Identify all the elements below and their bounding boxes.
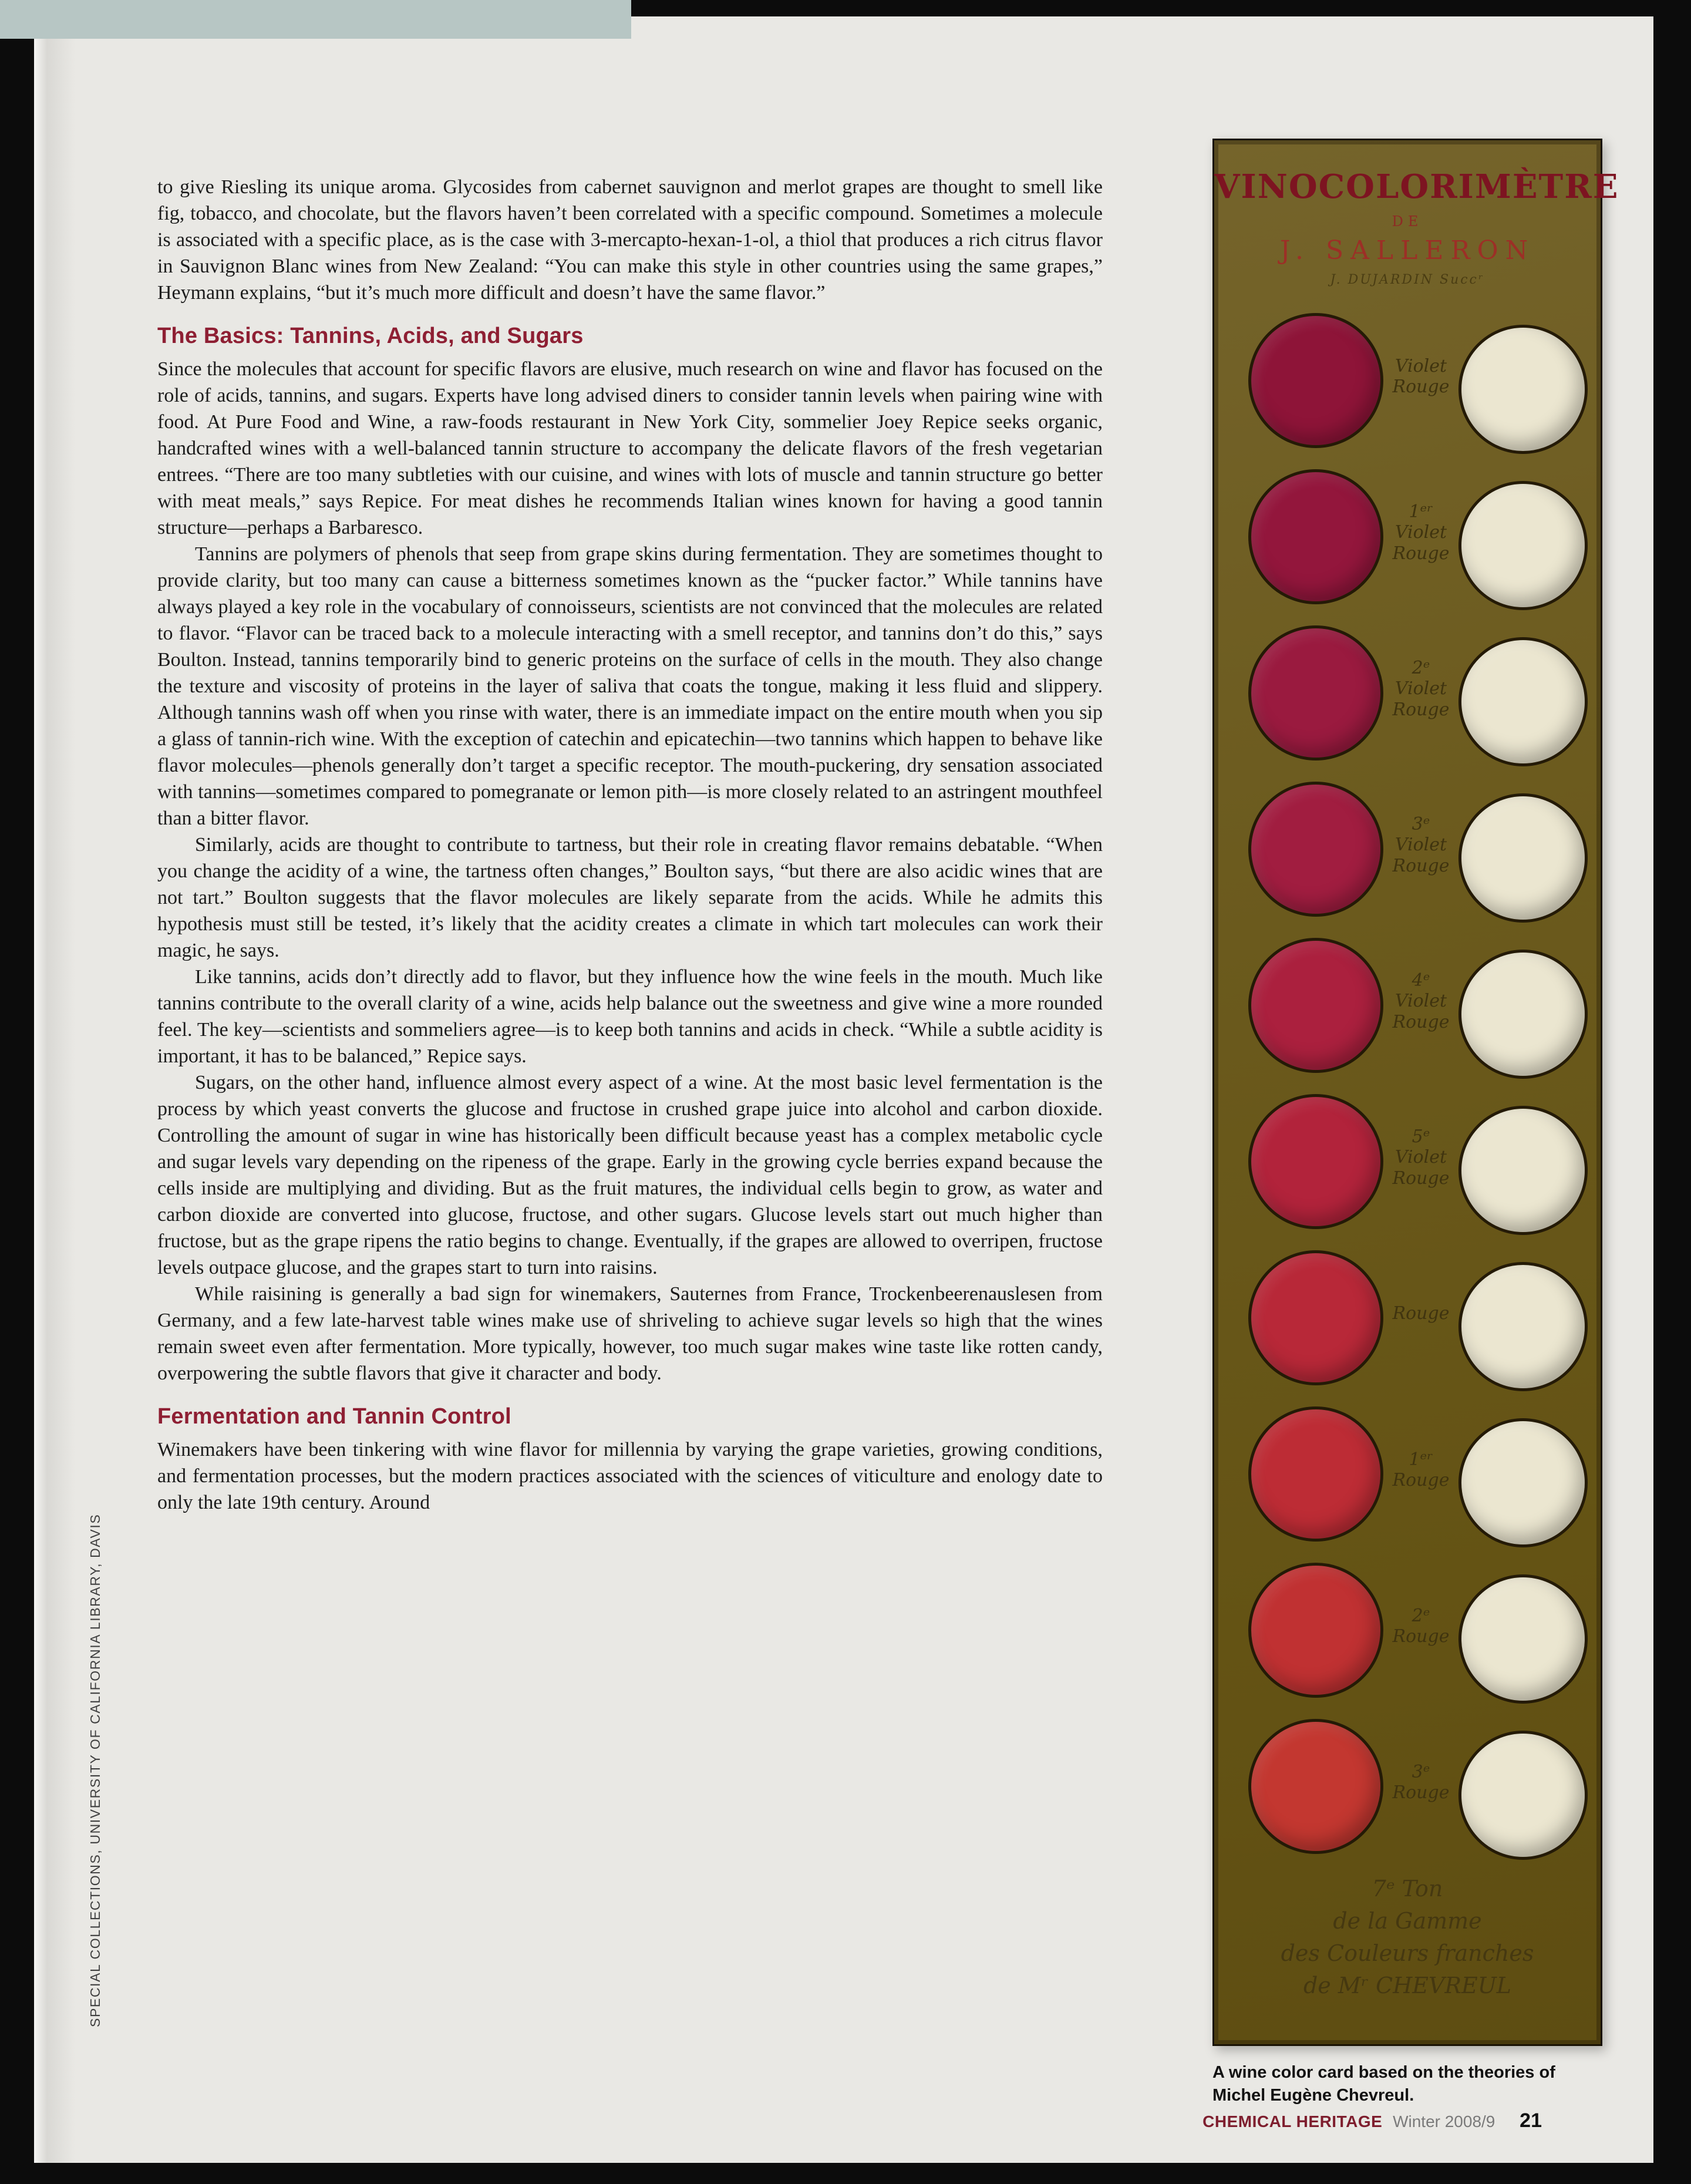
paragraph: Like tannins, acids don’t directly add to flavor, but they influence how the wine feels in the mouth. Much like tannins contribute to the overall clarity of a wine, acids help balance out the sweetness and give wine a more rounded feel. The key—scientists and sommeliers agree—is to keep both tannins and acids in check. “While a subtle acidity is important, it has to be balanced,” Repice says. bbox=[157, 966, 1103, 1067]
card-footer-line: de la Gamme bbox=[1333, 1908, 1482, 1934]
paragraph: Sugars, on the other hand, influence almost every aspect of a wine. At the most basic level fermentation is the process by which yeast converts the glucose and fructose in crushed grape juice into alcohol and carbon dioxide. Controlling the amount of sugar in wine has historically been difficult because yeast has a complex metabolic cycle and sugar levels vary depending on the ripeness of the grape. Early in the growing cycle berries expand because the cells inside are multiplying and dividing. But as the fruit matures, the individual cells begin to grow, as water and carbon dioxide are converted into glucose, fructose, and other sugars. Glucose levels start out much higher than fructose, but as the grape ripens the ratio begins to change. Eventually, if the grapes are allowed to overripen, fructose levels outpace glucose, and the grapes start to turn into raisins. bbox=[157, 1072, 1103, 1278]
reference-color-swatch bbox=[1458, 793, 1588, 923]
article-body bbox=[157, 174, 1103, 1516]
swatch-label: 4ᵉ Violet Rouge bbox=[1392, 970, 1450, 1032]
swatch-label: Rouge bbox=[1392, 1303, 1450, 1324]
journal-name: CHEMICAL HERITAGE bbox=[1202, 2112, 1383, 2131]
scan-edge-strip bbox=[0, 0, 631, 39]
card-successor-line: J. DUJARDIN Succʳ bbox=[1330, 272, 1485, 287]
photo-credit: SPECIAL COLLECTIONS, UNIVERSITY OF CALIFORNIA LIBRARY, DAVIS bbox=[87, 1513, 103, 2027]
page-footer bbox=[1202, 2109, 1542, 2132]
color-swatch-row bbox=[1214, 1083, 1601, 1240]
wine-color-swatch bbox=[1248, 1719, 1383, 1854]
color-swatch-row bbox=[1214, 1240, 1601, 1396]
paper bbox=[34, 16, 1653, 2163]
wine-color-swatch bbox=[1248, 1406, 1383, 1542]
reference-color-swatch bbox=[1458, 1731, 1588, 1860]
figure-caption: A wine color card based on the theories of Michel Eugène Chevreul. bbox=[1212, 2063, 1555, 2105]
wine-color-swatch bbox=[1248, 1250, 1383, 1385]
section-heading: Fermentation and Tannin Control bbox=[157, 1404, 511, 1429]
swatch-label: 3ᵉ Rouge bbox=[1392, 1761, 1450, 1803]
paragraph: Tannins are polymers of phenols that seep from grape skins during fermentation. They are sometimes thought to provide clarity, but too many can cause a bitterness sometimes known as the “pucker factor.” While tannins have always played a key role in the vocabulary of connoisseurs, scientists are not convinced that the molecules are related to flavor. “Flavor can be traced back to a molecule interacting with a smell receptor, and tannins don’t do this,” says Boulton. Instead, tannins temporarily bind to generic proteins on the surface of cells in the mouth. They also change the texture and viscosity of proteins in the layer of saliva that coats the tongue, making it less fluid and slippery. Although tannins wash off when you rinse with water, there is an immediate impact on the entire mouth when you sip a glass of tannin-rich wine. With the exception of catechin and epicatechin—two tannins which happen to behave like flavor molecules—phenols generally don’t target a specific receptor. The mouth-puckering, dry sensation associated with tannins—sometimes compared to pomegranate or lemon pith—is more closely related to an astringent mouthfeel than a bitter flavor. bbox=[157, 543, 1103, 829]
reference-color-swatch bbox=[1458, 1262, 1588, 1391]
paragraph: Winemakers have been tinkering with wine flavor for millennia by varying the grape varieties, growing conditions, and fermentation processes, but the modern practices associated with the sciences of viticulture and enology date to only the late 19th century. Around bbox=[157, 1439, 1103, 1513]
swatch-label: Violet Rouge bbox=[1392, 355, 1450, 397]
reference-color-swatch bbox=[1458, 1106, 1588, 1235]
swatch-label: 5ᵉ Violet Rouge bbox=[1392, 1126, 1450, 1189]
color-card-figure bbox=[1212, 139, 1619, 2107]
paragraph: to give Riesling its unique aroma. Glycosides from cabernet sauvignon and merlot grapes are thought to smell like fig, tobacco, and chocolate, but the flavors haven’t been correlated with a specific compound. Sometimes a molecule is associated with a specific place, as is the case with 3-mercapto-hexan-1-ol, a thiol that produces a rich citrus flavor in Sauvignon Blanc wines from New Zealand: “You can make this style in other countries using the same grapes,” Heymann explains, “but it’s much more difficult and doesn’t have the same flavor.” bbox=[157, 176, 1103, 304]
page-number: 21 bbox=[1520, 2109, 1542, 2132]
color-swatch-row bbox=[1214, 615, 1601, 771]
color-swatch-row bbox=[1214, 927, 1601, 1083]
reference-color-swatch bbox=[1458, 325, 1588, 454]
issue-label: Winter 2008/9 bbox=[1393, 2112, 1495, 2131]
wine-color-swatch bbox=[1248, 469, 1383, 604]
reference-color-swatch bbox=[1458, 950, 1588, 1079]
swatch-label: 1ᵉʳ Rouge bbox=[1392, 1449, 1450, 1490]
wine-color-swatch bbox=[1248, 313, 1383, 448]
color-card bbox=[1212, 139, 1619, 2046]
color-swatch-row bbox=[1214, 1708, 1601, 1865]
color-swatch-row bbox=[1214, 771, 1601, 927]
reference-color-swatch bbox=[1458, 1418, 1588, 1547]
swatch-label: 2ᵉ Rouge bbox=[1392, 1605, 1450, 1647]
reference-color-swatch bbox=[1458, 637, 1588, 766]
card-title: VINOCOLORIMÈTRE bbox=[1214, 167, 1619, 206]
section-heading: The Basics: Tannins, Acids, and Sugars bbox=[157, 324, 584, 348]
card-de: DE bbox=[1392, 213, 1423, 230]
swatch-label: 3ᵉ Violet Rouge bbox=[1392, 813, 1450, 876]
color-swatch-row bbox=[1214, 1552, 1601, 1708]
swatch-label: 2ᵉ Violet Rouge bbox=[1392, 657, 1450, 720]
wine-color-swatch bbox=[1248, 1563, 1383, 1698]
color-swatch-row bbox=[1214, 302, 1601, 459]
color-swatch-row bbox=[1214, 1396, 1601, 1552]
paragraph: While raisining is generally a bad sign for winemakers, Sauternes from France, Trockenbeerenauslesen from Germany, and a few late-harvest table wines make use of shriveling to achieve sugar levels so high that the wines remain sweet even after fermentation. More typically, however, too much sugar makes wine taste like rotten candy, overpowering the subtle flavors that give it character and body. bbox=[157, 1283, 1103, 1384]
reference-color-swatch bbox=[1458, 1574, 1588, 1704]
wine-color-swatch bbox=[1248, 625, 1383, 760]
swatch-rows bbox=[1214, 302, 1601, 1865]
card-footer-line: des Couleurs franches bbox=[1281, 1940, 1534, 1967]
card-footer-line: de Mʳ CHEVREUL bbox=[1303, 1973, 1512, 1999]
wine-color-swatch bbox=[1248, 782, 1383, 917]
swatch-label: 1ᵉʳ Violet Rouge bbox=[1392, 501, 1450, 564]
paragraph: Similarly, acids are thought to contribute to tartness, but their role in creating flavor remains debatable. “When you change the acidity of a wine, the tartness often changes,” Boulton says, “but there are also acidic wines that are not tart.” Boulton suggests that the flavor molecules are likely separate from the acids. While he admits this hypothesis must still be tested, it’s likely that the acidity creates a climate in which tart molecules can work their magic, he says. bbox=[157, 834, 1103, 961]
wine-color-swatch bbox=[1248, 1094, 1383, 1229]
card-footer bbox=[1214, 1873, 1601, 2002]
wine-color-swatch bbox=[1248, 938, 1383, 1073]
card-maker-name: J. SALLERON bbox=[1279, 235, 1535, 265]
reference-color-swatch bbox=[1458, 481, 1588, 610]
card-footer-line: 7ᵉ Ton bbox=[1372, 1876, 1443, 1902]
paragraph: Since the molecules that account for specific flavors are elusive, much research on wine and flavor has focused on the role of acids, tannins, and sugars. Experts have long advised diners to consider tannin levels when pairing wine with food. At Pure Food and Wine, a raw-foods restaurant in New York City, sommelier Joey Repice seeks organic, handcrafted wines with a well-balanced tannin structure to accompany the delicate flavors of the fresh vegetarian entrees. “There are too many subtleties with our cuisine, and wines with lots of muscle and tannin structure go better with meat meals,” says Repice. For meat dishes he recommends Italian wines known for having a good tannin structure—perhaps a Barbaresco. bbox=[157, 358, 1103, 539]
color-swatch-row bbox=[1214, 459, 1601, 615]
